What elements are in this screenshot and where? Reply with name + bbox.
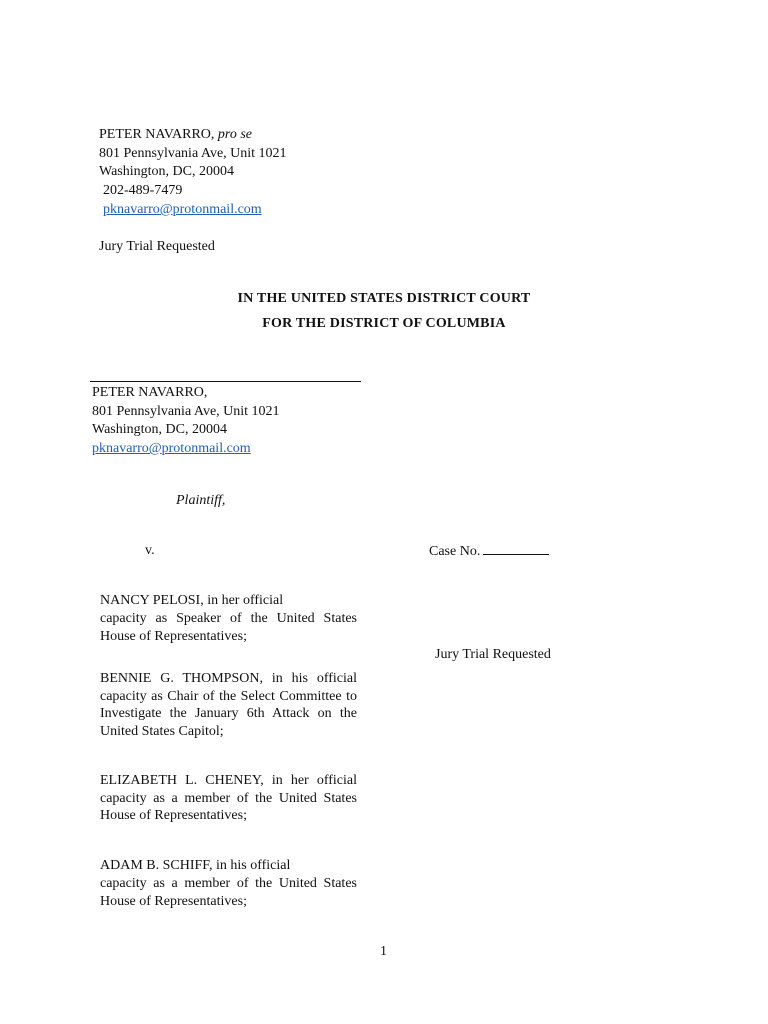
defendant-2: BENNIE G. THOMPSON, in his official capacity as Chair of the Select Committee to Investigate the January 6th Attack on the United States Capitol; bbox=[100, 671, 357, 739]
caption-divider bbox=[90, 381, 361, 382]
plaintiff-address-line1: 801 Pennsylvania Ave, Unit 1021 bbox=[92, 404, 280, 419]
defendant-1-rest: capacity as Speaker of the United States House of Representatives; bbox=[100, 611, 357, 644]
plaintiff-role: Plaintiff, bbox=[176, 493, 226, 508]
case-number-label: Case No. bbox=[429, 544, 481, 559]
court-title-line2: FOR THE DISTRICT OF COLUMBIA bbox=[262, 316, 506, 331]
defendant-4-first-line: ADAM B. SCHIFF, in his official bbox=[100, 858, 291, 873]
plaintiff-address-line2: Washington, DC, 20004 bbox=[92, 422, 227, 437]
plaintiff-email-link[interactable]: pknavarro@protonmail.com bbox=[92, 441, 251, 456]
court-title-line1: IN THE UNITED STATES DISTRICT COURT bbox=[237, 291, 531, 306]
header-email-link[interactable]: pknavarro@protonmail.com bbox=[103, 202, 262, 217]
defendant-1-first-line: NANCY PELOSI, in her official bbox=[100, 593, 284, 608]
case-number-blank bbox=[483, 542, 549, 555]
plaintiff-name: PETER NAVARRO, bbox=[92, 385, 208, 400]
jury-trial-right: Jury Trial Requested bbox=[435, 647, 551, 662]
header-jury-trial: Jury Trial Requested bbox=[99, 239, 215, 254]
header-phone: 202-489-7479 bbox=[103, 183, 183, 198]
header-address-line2: Washington, DC, 20004 bbox=[99, 164, 234, 179]
defendant-4-rest: capacity as a member of the United States House of Representatives; bbox=[100, 876, 357, 909]
header-address-line1: 801 Pennsylvania Ave, Unit 1021 bbox=[99, 146, 287, 161]
pro-se-label: pro se bbox=[217, 127, 252, 142]
defendant-3: ELIZABETH L. CHENEY, in her official capacity as a member of the United States House of Representatives; bbox=[100, 773, 357, 823]
header-name: PETER NAVARRO, bbox=[99, 127, 215, 142]
versus-label: v. bbox=[145, 543, 155, 558]
header-name-line bbox=[99, 126, 252, 144]
page-number: 1 bbox=[380, 944, 387, 959]
case-number-line bbox=[429, 542, 549, 561]
